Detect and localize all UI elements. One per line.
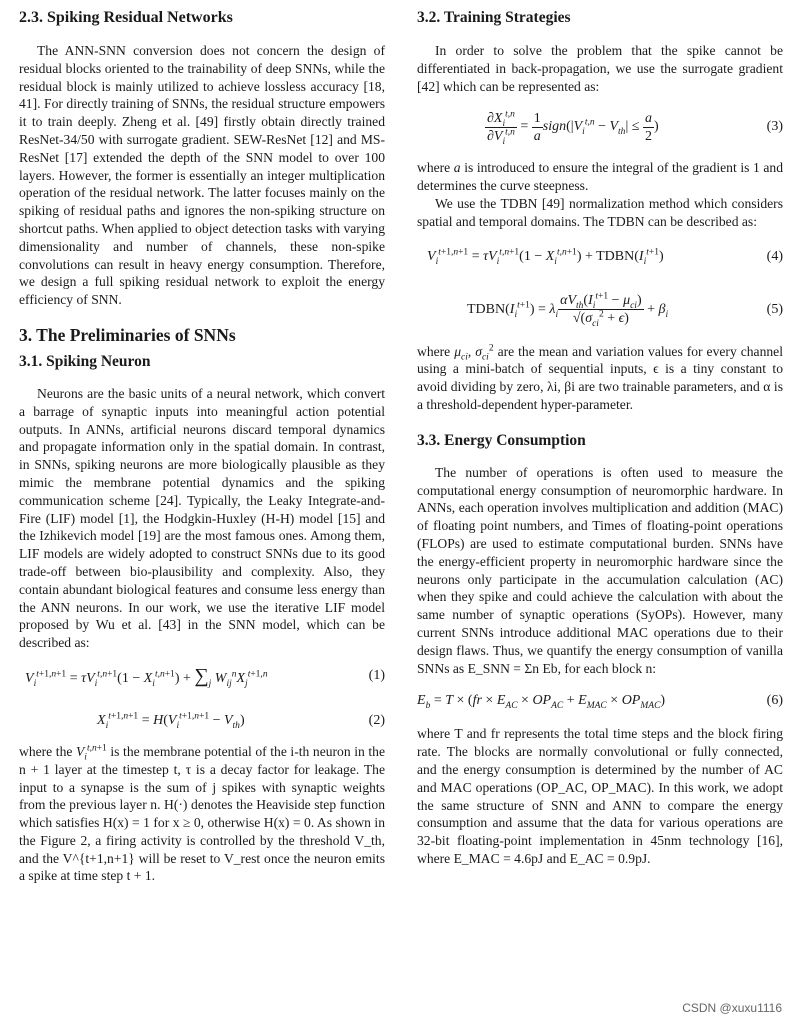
left-column xyxy=(19,6,385,885)
csdn-watermark: CSDN @xuxu1116 xyxy=(682,1001,782,1015)
equation-6: $E_b = T \times (fr \times E_{AC} \times OP_{AC} + E_{MAC} \times OP_{MAC})$ (6) xyxy=(417,693,783,712)
paragraph-after-eq6: where T and fr represents the total time steps and the block firing rate. The blocks are normally convolutional or fully connected, and the energy consumption is determined by the number of AC and MAC operations (OP_AC, OP_MAC). In this work, we adopt the same structure of SNN and ANN to compare the energy consumption and assume that the data for various operations are 32-bit floating-point implementation in 45nm technology [16], where E_MAC = 4.6pJ and E_AC = 0.9pJ. xyxy=(417,726,783,866)
equation-number-5: (5) xyxy=(766,301,783,317)
paragraph-spiking-neuron: Neurons are the basic units of a neural network, which convert a barrage of synaptic inputs into meaningful action potential outputs. In ANNs, artificial neurons discard temporal dynamics and propagate information only in the spatial domain. In contrast, in SNNs, spiking neurons are more biologically plausible as they mimic the membrane potential dynamics and the spiking communication scheme [24]. Typically, the Leaky Integrate-and-Fire (LIF) model [1], the Hodgkin-Huxley (H-H) model [15] and the Izhikevich model [19] are the most famous ones. Among them, LIF models are widely adopted to construct SNNs due to its good trade-off between bio-plausibility and complexity. Also, they contain abundant biological features and consume less energy than the ANN neurons. In our work, we use the iterative LIF model proposed by Wu et al. [43] in the SNN model, which can be described as: xyxy=(19,385,385,651)
subsection-heading-3-3: 3.3. Energy Consumption xyxy=(417,431,586,449)
equation-2: $X_i^{t+1,n+1} = H(V_i^{t+1,n+1} - V_{th})$ (2) xyxy=(97,711,385,731)
paragraph-training-strategies: In order to solve the problem that the spike cannot be differentiated in back-propagation, we use the surrogate gradient [42] which can be represented as: xyxy=(417,43,783,94)
paragraph-after-equations: where the $V_i^{t,n+1}$ is the membrane potential of the i-th neuron in the n + 1 layer at the timestep t, τ is a decay factor for leakage. The input to a synapse is the sum of j spikes with synaptic weights from the previous layer n. H(·) denotes the Heaviside step function which satisfies H(x) = 1 for x ≥ 0, otherwise H(x) = 0. As shown in the Figure 2, a firing activity is controlled by the threshold V_th, and the V^{t+1,n+1} will be reset to V_rest once the neuron emits a spike at time step t + 1. xyxy=(19,743,385,884)
equation-number-6: (6) xyxy=(766,693,783,709)
subsection-heading-3-1: 3.1. Spiking Neuron xyxy=(19,352,151,370)
equation-4: $V_i^{t+1,n+1} = \tau V_i^{t,n+1}(1 - X_i^{t,n+1})$ + $TDBN(I_i^{t+1})$ (4) xyxy=(427,246,783,267)
subsection-heading-3-2: 3.2. Training Strategies xyxy=(417,9,571,26)
paragraph-residual-networks: The ANN-SNN conversion does not concern the design of residual blocks oriented to the trainability of deep SNNs, while the residual block is mainly utilized to achieve lossless accuracy [18, 41]. For directly training of SNNs, the residual structure empowers it to train deeply. Zheng et al. [49] firstly obtain directly trained ResNet-34/50 with surrogate gradient. SEW-ResNet [12] and MS-ResNet [17] extended the depth of the SNN model to over 100 layers. However, the former is essentially an integer multiplication operation of the residual network. The latter focuses mainly on the spiking of residual paths and ignores the non-spiking structure on shortcut paths. When applied to object detection tasks with varying dimensionality and number of channels, these non-spike convolutions can result in heavy energy consumption. Therefore, we design a full spiking residual network to exploit the energy efficiency of SNN. xyxy=(19,43,385,308)
section-heading-3: 3. The Preliminaries of SNNs xyxy=(19,324,236,345)
equation-number-2: (2) xyxy=(368,712,385,728)
paragraph-energy-consumption: The number of operations is often used to measure the computational energy consumption of neuromorphic hardware. In ANNs, each operation involves multiplication and addition (MAC) of floating point numbers, and Times of floating-point operations (FLOPs) are used to estimate computational burden. SNNs have the energy-efficient property in neuromorphic hardware since the neurons only participate in the accumulation calculation (AC) when they spike and could achieve the calculation with about the same number of synaptic operations (SyOPs). However, many current SNNs introduce additional MAC operations due to their design flaws. Thus, we quantify the energy consumption of vanilla SNNs as E_SNN = Σn Eb, for each block n: xyxy=(417,464,783,676)
equation-number-4: (4) xyxy=(766,248,783,264)
equation-5: $TDBN(I_i^{t+1}) = \lambda_i$ $\frac{\alpha V_{th}(I_i^{t+1} - \mu_{ci})}{√(\sigma_{ci}^2 + \epsilon)}$ + $\beta_i$ (5) xyxy=(417,287,783,333)
right-column xyxy=(417,6,783,868)
paragraph-after-eq5: where $\mu_{ci}$, $\sigma_{ci}^2$ are the mean and variation values for every channel using a mini-batch of sequential inputs, ϵ is a tiny constant to avoid dividing by zero, λi, βi are two trainable parameters, and α is a threshold-dependent hyper-parameter. xyxy=(417,343,783,412)
section-heading-2-3: 2.3. Spiking Residual Networks xyxy=(19,9,233,26)
equation-3: $\frac{\partial X_i^{t,n}}{\partial V_i^{t,n}}$ = $\frac{1}{a}$ $sign(|V_i^{t,n} - V_{th}|$ ≤ $\frac{a}{2}$ ) (3) xyxy=(417,105,783,149)
equation-number-1: (1) xyxy=(368,667,385,683)
equation-1: $V_i^{t+1,n+1} = \tau V_i^{t,n+1}(1 - X_i^{t,n+1}) + \sum_j$ $W_{ij}^nX_j^{t+1,n}$ (1) xyxy=(25,664,385,689)
paragraph-tdbn: We use the TDBN [49] normalization method which considers spatial and temporal domains. The TDBN can be described as: xyxy=(417,195,783,229)
equation-number-3: (3) xyxy=(766,119,783,135)
paragraph-after-eq3: where a is introduced to ensure the integral of the gradient is 1 and determines the curve steepness. xyxy=(417,160,783,194)
